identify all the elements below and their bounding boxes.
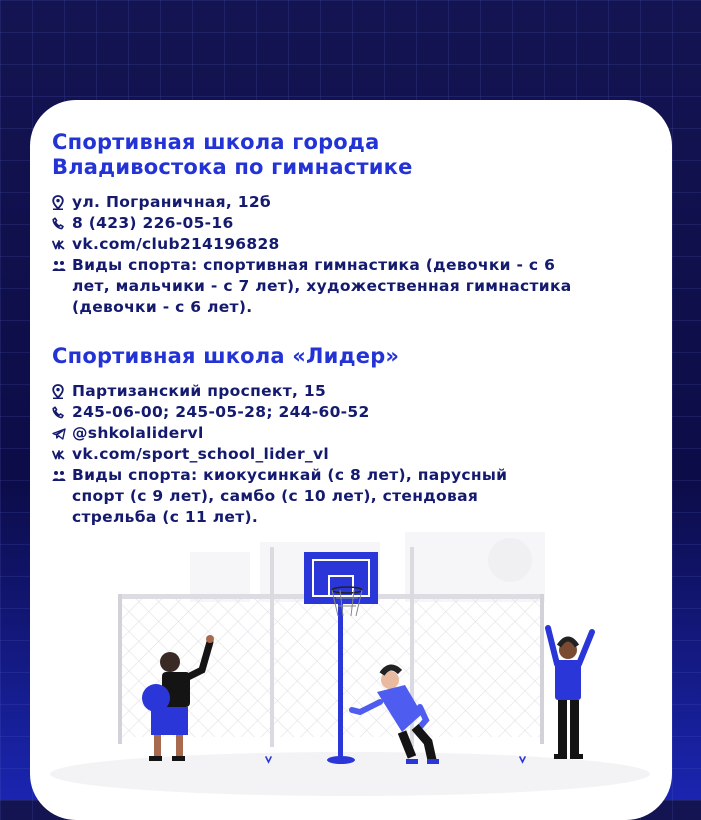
address-text: Партизанский проспект, 15 <box>72 382 327 400</box>
school-title-line: Владивостока по гимнастике <box>52 155 413 179</box>
location-pin-icon <box>52 192 72 213</box>
address-text: ул. Пограничная, 12б <box>72 193 272 211</box>
vk-row <box>52 234 660 255</box>
telegram-row <box>52 423 660 444</box>
sports-line: лет, мальчики - с 7 лет), художественная гимнастика <box>72 277 572 295</box>
address-row <box>52 381 660 402</box>
address-row <box>52 192 660 213</box>
school-section-gymnastics <box>52 130 660 318</box>
school-section-lider <box>52 344 660 528</box>
sports-text <box>72 465 507 528</box>
phone-row <box>52 402 660 423</box>
telegram-link[interactable]: @shkolalidervl <box>72 424 204 442</box>
phone-text[interactable]: 245-06-00; 245-05-28; 244-60-52 <box>72 403 370 421</box>
vk-icon <box>52 444 72 465</box>
sports-text <box>72 255 572 318</box>
sports-line: (девочки - с 6 лет). <box>72 298 253 316</box>
sports-line: стрельба (с 11 лет). <box>72 508 259 526</box>
phone-text[interactable]: 8 (423) 226-05-16 <box>72 214 234 232</box>
basketball-illustration <box>30 532 672 820</box>
phone-row <box>52 213 660 234</box>
vk-link[interactable]: vk.com/sport_school_lider_vl <box>72 445 329 463</box>
sports-line: Виды спорта: спортивная гимнастика (девочки - с 6 <box>72 256 556 274</box>
sports-line: Виды спорта: киокусинкай (с 8 лет), парусный <box>72 466 508 484</box>
phone-icon <box>52 213 72 234</box>
vk-link[interactable]: vk.com/club214196828 <box>72 235 280 253</box>
vk-icon <box>52 234 72 255</box>
vk-row <box>52 444 660 465</box>
sports-row <box>52 465 660 528</box>
people-icon <box>52 255 72 276</box>
person-right <box>548 628 592 759</box>
school-title-line: Спортивная школа «Лидер» <box>52 344 400 368</box>
people-icon <box>52 465 72 486</box>
location-pin-icon <box>52 381 72 402</box>
telegram-icon <box>52 423 72 444</box>
school-title-line: Спортивная школа города <box>52 130 380 154</box>
sports-row <box>52 255 660 318</box>
sports-line: спорт (с 9 лет), самбо (с 10 лет), стендовая <box>72 487 479 505</box>
info-card <box>30 100 672 820</box>
phone-icon <box>52 402 72 423</box>
school-title <box>52 344 660 369</box>
school-title <box>52 130 660 180</box>
